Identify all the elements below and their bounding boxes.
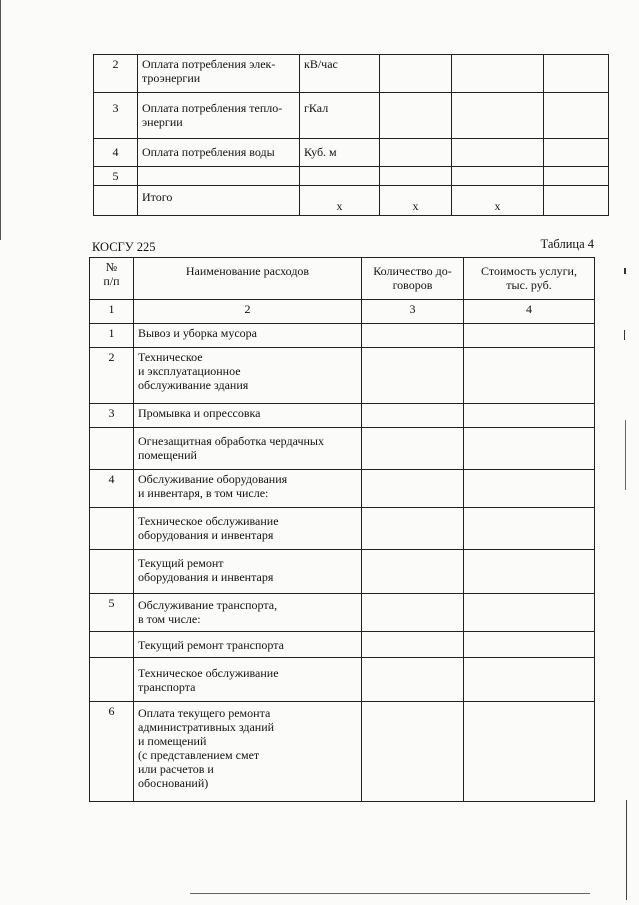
scan-edge-line (0, 0, 1, 240)
header-name: Наименование расходов (134, 258, 362, 300)
total-x-mark: x (452, 186, 544, 216)
value-cell (452, 167, 544, 186)
quantity-cell (362, 428, 464, 470)
unit-cell: гКал (300, 93, 380, 139)
header-number: № п/п (90, 258, 134, 300)
cost-cell (464, 470, 595, 508)
scan-edge-line (624, 268, 626, 274)
table-row (90, 348, 595, 404)
table-row (90, 470, 595, 508)
cost-cell (464, 550, 595, 594)
column-number: 4 (464, 300, 595, 324)
table-row (94, 139, 609, 167)
row-number: 1 (90, 324, 134, 348)
column-number-row (90, 300, 595, 324)
value-cell (452, 139, 544, 167)
row-number (90, 550, 134, 594)
scan-edge-line (625, 420, 626, 490)
row-number (90, 632, 134, 658)
row-number (90, 428, 134, 470)
expense-name: Оплата потребления элек- троэнергии (138, 55, 300, 93)
table-row (94, 167, 609, 186)
expense-name: Оплата потребления воды (138, 139, 300, 167)
cost-cell (464, 348, 595, 404)
value-cell (544, 93, 609, 139)
expense-name: Вывоз и уборка мусора (134, 324, 362, 348)
quantity-cell (362, 508, 464, 550)
cost-cell (464, 508, 595, 550)
table-row (94, 55, 609, 93)
row-number: 4 (94, 139, 138, 167)
table-row (90, 702, 595, 802)
unit-cell: кВ/час (300, 55, 380, 93)
value-cell (452, 55, 544, 93)
total-row (94, 186, 609, 216)
table-row (90, 508, 595, 550)
quantity-cell (362, 658, 464, 702)
table-row (90, 632, 595, 658)
scan-edge-line (190, 893, 590, 894)
row-number: 3 (90, 404, 134, 428)
expense-name: Техническое и эксплуатационное обслуживание здания (134, 348, 362, 404)
row-number (90, 508, 134, 550)
cost-cell (464, 702, 595, 802)
row-number: 4 (90, 470, 134, 508)
value-cell (544, 139, 609, 167)
quantity-cell (362, 594, 464, 632)
table-row (90, 324, 595, 348)
row-number: 6 (90, 702, 134, 802)
unit-cell: Куб. м (300, 139, 380, 167)
expense-name: Обслуживание транспорта, в том числе: (134, 594, 362, 632)
quantity-cell (362, 632, 464, 658)
table-row (90, 404, 595, 428)
total-x-mark: x (380, 186, 452, 216)
expense-name: Техническое обслуживание транспорта (134, 658, 362, 702)
table-row (90, 428, 595, 470)
row-number: 2 (94, 55, 138, 93)
expense-name: Оплата текущего ремонта административных зданий и помещений (с представлением смет или расчетов и обоснований) (134, 702, 362, 802)
unit-cell (300, 167, 380, 186)
cost-cell (464, 428, 595, 470)
utilities-table (93, 54, 609, 216)
value-cell (380, 139, 452, 167)
row-number (94, 186, 138, 216)
cost-cell (464, 404, 595, 428)
expense-name: Огнезащитная обработка чердачных помещений (134, 428, 362, 470)
value-cell (544, 186, 609, 216)
row-number: 3 (94, 93, 138, 139)
quantity-cell (362, 404, 464, 428)
row-number (90, 658, 134, 702)
table-row (90, 550, 595, 594)
expense-name (138, 167, 300, 186)
scan-edge-line (624, 330, 625, 340)
value-cell (380, 55, 452, 93)
expenses-table (89, 257, 595, 802)
expense-name: Техническое обслуживание оборудования и инвентаря (134, 508, 362, 550)
column-number: 3 (362, 300, 464, 324)
quantity-cell (362, 702, 464, 802)
total-label: Итого (138, 186, 300, 216)
expense-name: Оплата потребления тепло- энергии (138, 93, 300, 139)
column-number: 2 (134, 300, 362, 324)
total-x-mark: x (300, 186, 380, 216)
table-row (90, 594, 595, 632)
quantity-cell (362, 348, 464, 404)
row-number: 5 (90, 594, 134, 632)
quantity-cell (362, 550, 464, 594)
value-cell (380, 167, 452, 186)
value-cell (544, 55, 609, 93)
cost-cell (464, 632, 595, 658)
row-number: 2 (90, 348, 134, 404)
header-quantity: Количество до- говоров (362, 258, 464, 300)
expense-name: Обслуживание оборудования и инвентаря, в том числе: (134, 470, 362, 508)
expense-name: Текущий ремонт транспорта (134, 632, 362, 658)
table-row (90, 658, 595, 702)
row-number: 5 (94, 167, 138, 186)
cost-cell (464, 324, 595, 348)
kosgu-label: КОСГУ 225 (92, 240, 156, 254)
cost-cell (464, 658, 595, 702)
column-number: 1 (90, 300, 134, 324)
header-row (90, 258, 595, 300)
value-cell (452, 93, 544, 139)
value-cell (380, 93, 452, 139)
expense-name: Текущий ремонт оборудования и инвентаря (134, 550, 362, 594)
expense-name: Промывка и опрессовка (134, 404, 362, 428)
header-cost: Стоимость услуги, тыс. руб. (464, 258, 595, 300)
scan-edge-line (626, 800, 627, 900)
table-row (94, 93, 609, 139)
table-number-label: Таблица 4 (540, 237, 594, 251)
value-cell (544, 167, 609, 186)
cost-cell (464, 594, 595, 632)
quantity-cell (362, 470, 464, 508)
quantity-cell (362, 324, 464, 348)
